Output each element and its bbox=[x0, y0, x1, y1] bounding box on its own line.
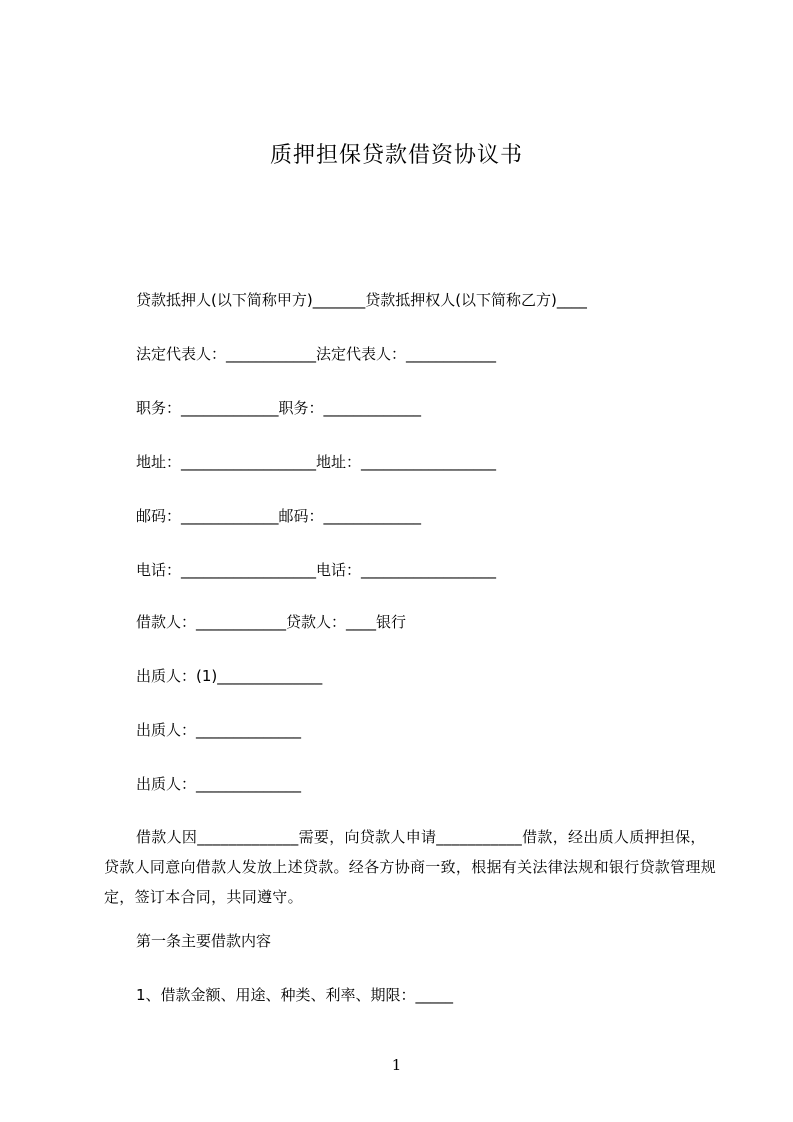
borrower-lender-line: 借款人：____________贷款人：____银行 bbox=[136, 613, 407, 631]
postcode-line: 邮码：_____________邮码：_____________ bbox=[136, 507, 422, 525]
pledgor-line-1: 出质人：(1)______________ bbox=[136, 667, 323, 685]
intro-paragraph bbox=[104, 822, 716, 912]
clause-item-1: 1、借款金额、用途、种类、利率、期限：_____ bbox=[136, 986, 454, 1004]
section-heading: 第一条主要借款内容 bbox=[136, 932, 272, 950]
position-line: 职务：_____________职务：_____________ bbox=[136, 399, 422, 417]
phone-line: 电话：__________________电话：__________________ bbox=[136, 561, 497, 579]
party-line: 贷款抵押人(以下简称甲方)_______贷款抵押权人(以下简称乙方)____ bbox=[136, 291, 587, 309]
pledgor-line-2: 出质人：______________ bbox=[136, 721, 302, 739]
document-title: 质押担保贷款借资协议书 bbox=[269, 143, 523, 168]
legal-representative-line: 法定代表人：____________法定代表人：____________ bbox=[136, 345, 497, 363]
page-number: 1 bbox=[391, 1056, 402, 1074]
intro-paragraph-text: 借款人因_____________需要，向贷款人申请___________借款，经出质人质押担保，贷款人同意向借款人发放上述贷款。经各方协商一致，根据有关法律法规和银行贷款管理规定，签订本合同，共同遵守。 bbox=[104, 828, 717, 906]
pledgor-line-3: 出质人：______________ bbox=[136, 775, 302, 793]
address-line: 地址：__________________地址：__________________ bbox=[136, 453, 497, 471]
